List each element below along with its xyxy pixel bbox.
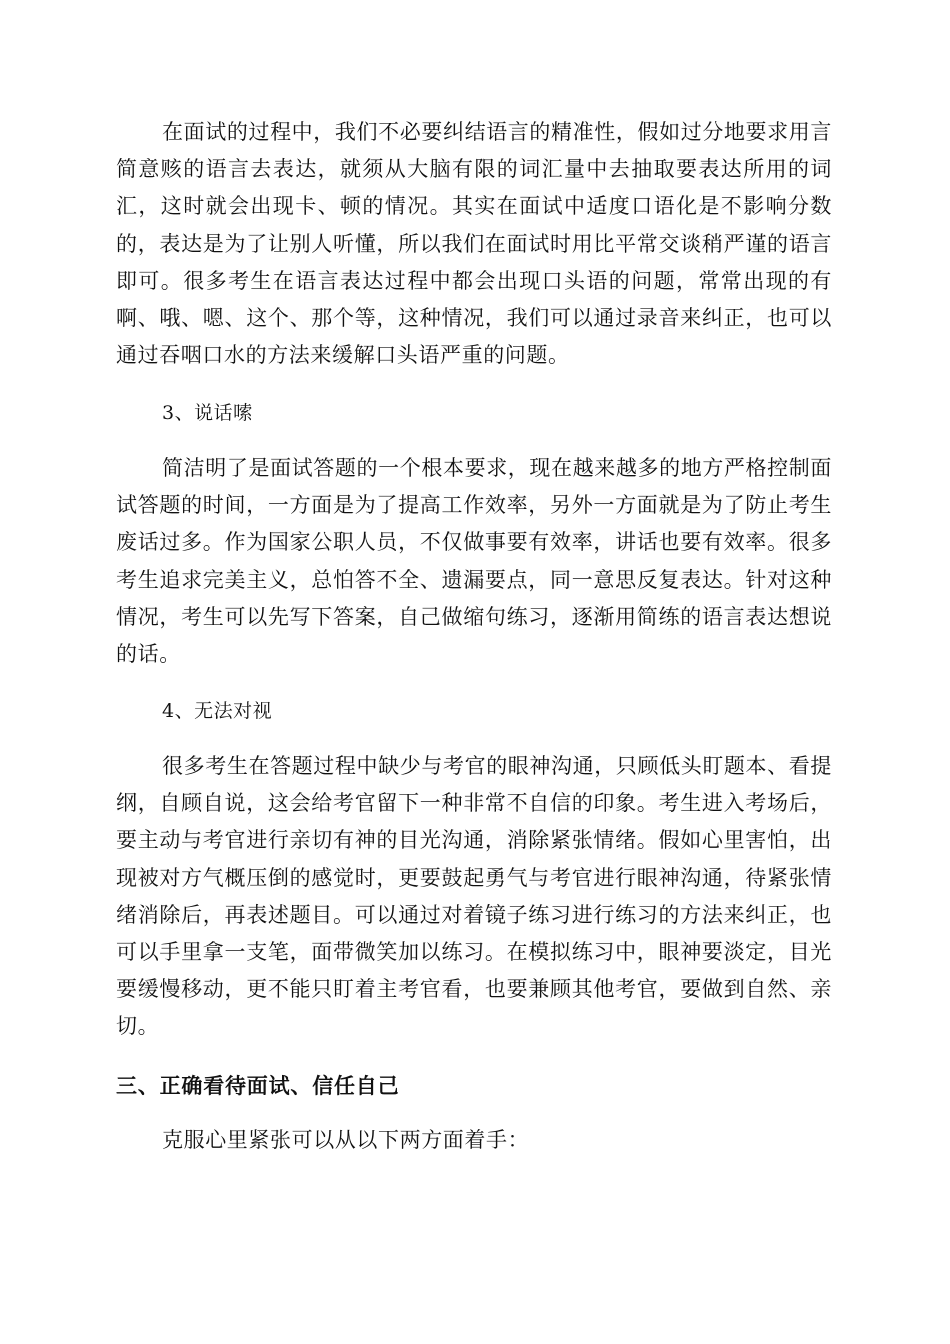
paragraph-oral-expression: 在面试的过程中，我们不必要纠结语言的精准性，假如过分地要求用言简意赅的语言去表达，就须从大脑有限的词汇量中去抽取要表达所用的词汇，这时就会出现卡、顿的情况。其实在面试中适度口语化是不影响分数的，表达是为了让别人听懂，所以我们在面试时用比平常交谈稍严谨的语言即可。很多考生在语言表达过程中都会出现口头语的问题，常常出现的有啊、哦、嗯、这个、那个等，这种情况，我们可以通过录音来纠正，也可以通过吞咽口水的方法来缓解口头语严重的问题。 <box>116 120 832 368</box>
item-heading-eye-contact: 4、无法对视 <box>162 700 273 722</box>
paragraph-concise-answers: 简洁明了是面试答题的一个根本要求，现在越来越多的地方严格控制面试答题的时间，一方面是为了提高工作效率，另外一方面就是为了防止考生废话过多。作为国家公职人员，不仅做事要有效率，讲话也要有效率。很多考生追求完美主义，总怕答不全、遗漏要点，同一意思反复表达。针对这种情况，考生可以先写下答案，自己做缩句练习，逐渐用简练的语言表达想说的话。 <box>116 456 832 667</box>
paragraph-eye-contact: 很多考生在答题过程中缺少与考官的眼神沟通，只顾低头盯题本、看提纲，自顾自说，这会给考官留下一种非常不自信的印象。考生进入考场后，要主动与考官进行亲切有神的目光沟通，消除紧张情绪。假如心里害怕，出现被对方气概压倒的感觉时，更要鼓起勇气与考官进行眼神沟通，待紧张情绪消除后，再表述题目。可以通过对着镜子练习进行练习的方法来纠正，也可以手里拿一支笔，面带微笑加以练习。在模拟练习中，眼神要淡定，目光要缓慢移动，更不能只盯着主考官看，也要兼顾其他考官，要做到自然、亲切。 <box>116 754 832 1039</box>
paragraph-overcome-nervousness: 克服心里紧张可以从以下两方面着手： <box>162 1128 530 1152</box>
section-heading-confidence: 三、正确看待面试、信任自己 <box>116 1074 400 1098</box>
item-heading-verbose: 3、说话嗦 <box>162 402 253 424</box>
